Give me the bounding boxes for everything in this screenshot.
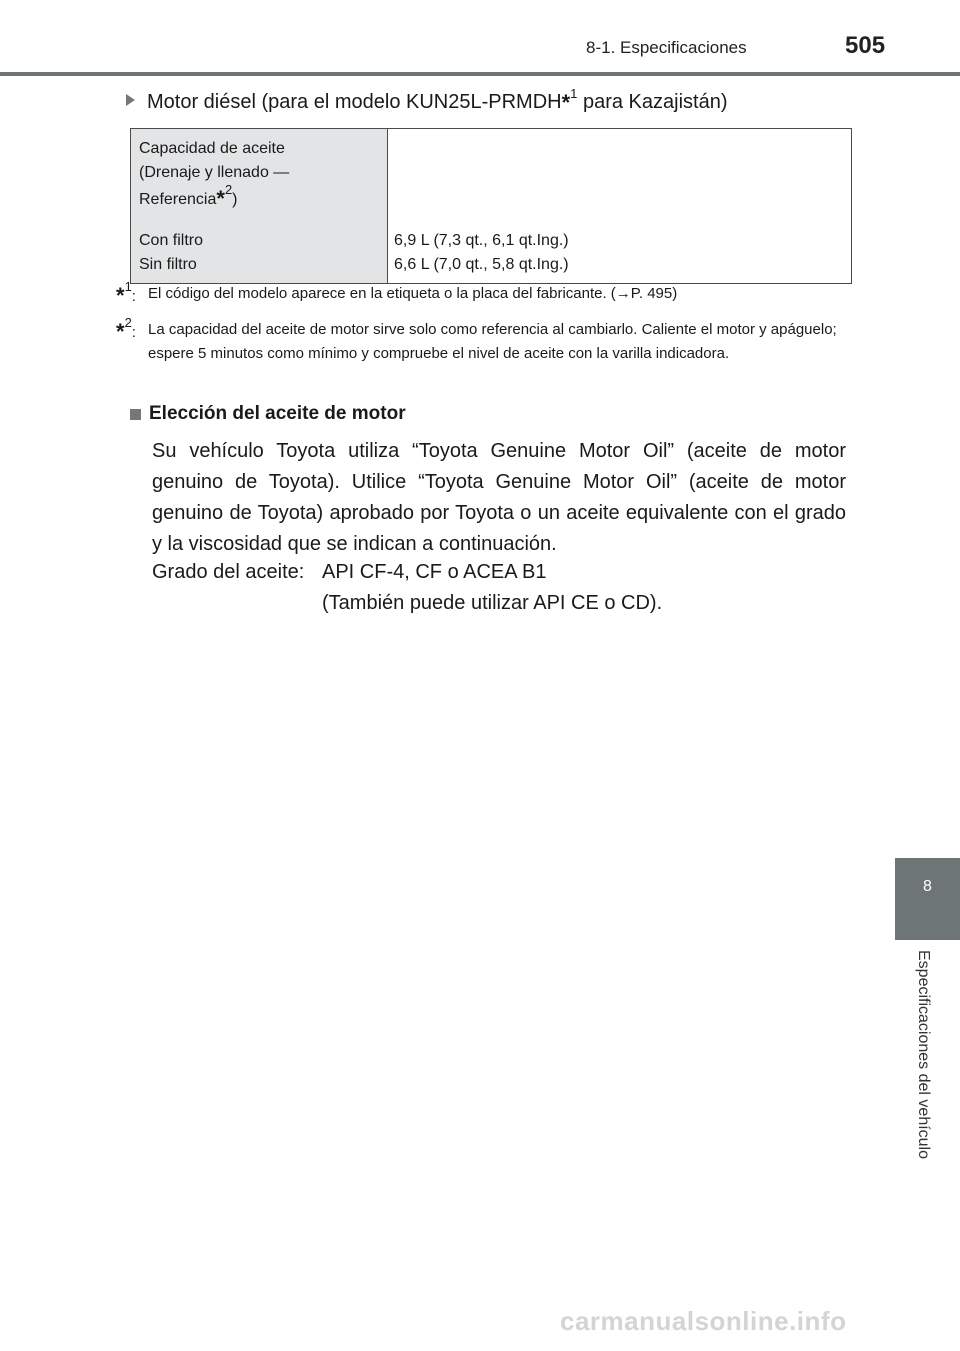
chapter-side-title (908, 950, 938, 1190)
triangle-bullet-icon (126, 94, 135, 106)
oil-grade-row (152, 561, 547, 584)
table-row (131, 129, 852, 222)
bullet-text-before: Motor diésel (para el modelo KUN25L-PRMDH (147, 91, 562, 113)
watermark: carmanualsonline.info (560, 1306, 847, 1336)
footnote-ref: 2 (224, 182, 233, 197)
value-line: 6,9 L (7,3 qt., 6,1 qt.Ing.) (394, 232, 569, 249)
table-label-cell (131, 221, 388, 284)
label-line: Capacidad de aceite (139, 140, 285, 157)
oil-capacity-table (130, 128, 852, 284)
table-label-cell (131, 129, 388, 222)
footnote-asterisk: * (116, 319, 125, 344)
section-paragraph: Su vehículo Toyota utiliza “Toyota Genuine Motor Oil” (aceite de motor genuino de Toyota). Utilice “Toyota Genuine Motor Oil” (aceite de motor genuino de Toyota) aprobado por Toyota o un aceite equivalente con el grado y la viscosidad que se indican a continuación. (152, 440, 846, 555)
label-line: Con filtro (139, 232, 204, 249)
table-row (131, 221, 852, 284)
chapter-side-title-text: Especificaciones del vehículo (915, 950, 932, 1160)
table-value-cell (388, 221, 852, 284)
section-heading (130, 403, 406, 425)
section-heading-text: Elección del aceite de motor (149, 403, 406, 424)
page-number: 505 (845, 32, 886, 59)
engine-bullet (126, 88, 727, 114)
label-line: Sin filtro (139, 256, 197, 273)
header-section-title: 8-1. Especificaciones (586, 38, 747, 57)
square-bullet-icon (130, 409, 141, 420)
footnote-colon: : (131, 288, 136, 305)
value-line: 6,6 L (7,0 qt., 5,8 qt.Ing.) (394, 256, 569, 273)
footnote-number: 1 (124, 279, 132, 294)
bullet-text-after: para Kazajistán) (577, 91, 728, 113)
chapter-tab[interactable]: 8 (895, 858, 960, 940)
oil-grade-note: (También puede utilizar API CE o CD). (322, 592, 663, 614)
header-rule (0, 72, 960, 76)
table-value-cell (388, 129, 852, 222)
footnote-2 (116, 315, 850, 366)
footnote-text: El código del modelo aparece en la etiqueta o la placa del fabricante. (→P. 495) (148, 285, 678, 302)
label-text: Referencia (139, 191, 217, 208)
footnote-asterisk: * (116, 283, 125, 308)
footnote-marker (116, 315, 136, 345)
label-text: ) (232, 191, 238, 208)
footnote-marker (116, 279, 136, 309)
label-line: (Drenaje y llenado — (139, 164, 290, 181)
footnote-text: La capacidad del aceite de motor sirve solo como referencia al cambiarlo. Caliente el motor y apáguelo; espere 5 minutos como mínimo y compruebe el nivel de aceite con la varilla indicadora. (148, 321, 837, 362)
oil-grade-value: API CF-4, CF o ACEA B1 (322, 561, 547, 583)
footnote-number: 2 (124, 315, 132, 330)
footnote-colon: : (131, 324, 136, 341)
footnote-asterisk: * (216, 186, 225, 211)
footnote-1 (116, 279, 850, 308)
footnote-asterisk: * (561, 90, 571, 115)
oil-grade-label: Grado del aceite: (152, 561, 305, 583)
label-line (139, 182, 379, 212)
footnote-ref: 1 (570, 86, 578, 101)
